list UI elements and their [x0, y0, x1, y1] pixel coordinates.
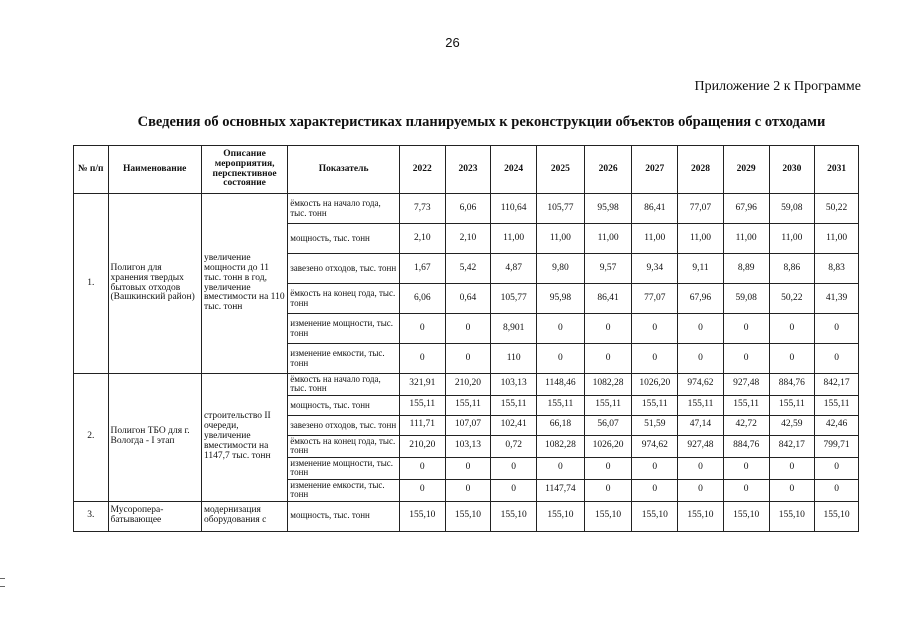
indicator-cell: ёмкость на конец года, тыс. тонн: [288, 284, 400, 314]
value-cell: 0: [445, 344, 491, 374]
objects-table: [73, 145, 859, 532]
value-cell: 11,00: [584, 224, 632, 254]
col-header-indicator: Показатель: [288, 146, 400, 194]
value-cell: 110: [491, 344, 537, 374]
value-cell: 0: [399, 457, 445, 479]
value-cell: 4,87: [491, 254, 537, 284]
value-cell: 9,11: [678, 254, 724, 284]
value-cell: 102,41: [491, 415, 537, 435]
value-cell: 0: [769, 314, 815, 344]
value-cell: 47,14: [678, 415, 724, 435]
value-cell: 0: [723, 457, 769, 479]
value-cell: 0: [445, 457, 491, 479]
value-cell: 927,48: [678, 435, 724, 457]
value-cell: 884,76: [769, 374, 815, 396]
value-cell: 0: [537, 314, 585, 344]
value-cell: 155,11: [537, 395, 585, 415]
value-cell: 155,10: [537, 501, 585, 531]
col-header-year: 2028: [678, 146, 724, 194]
edge-mark: [0, 578, 5, 579]
value-cell: 1082,28: [584, 374, 632, 396]
indicator-cell: мощность, тыс. тонн: [288, 395, 400, 415]
value-cell: 42,72: [723, 415, 769, 435]
indicator-cell: изменение мощности, тыс. тонн: [288, 457, 400, 479]
value-cell: 50,22: [769, 284, 815, 314]
value-cell: 105,77: [537, 194, 585, 224]
value-cell: 0: [723, 479, 769, 501]
value-cell: 155,10: [632, 501, 678, 531]
value-cell: 8,83: [815, 254, 859, 284]
col-header-desc: Описание мероприятия, перспективное состояние: [201, 146, 287, 194]
object-number: 3.: [74, 501, 109, 531]
document-title: Сведения об основных характеристиках планируемых к реконструкции объектов обращения с отходами: [137, 114, 826, 130]
value-cell: 41,39: [815, 284, 859, 314]
value-cell: 5,42: [445, 254, 491, 284]
appendix-label: Приложение 2 к Программе: [694, 79, 861, 94]
value-cell: 50,22: [815, 194, 859, 224]
value-cell: 11,00: [678, 224, 724, 254]
value-cell: 105,77: [491, 284, 537, 314]
indicator-cell: ёмкость на конец года, тыс. тонн: [288, 435, 400, 457]
value-cell: 0: [584, 314, 632, 344]
value-cell: 51,59: [632, 415, 678, 435]
value-cell: 9,80: [537, 254, 585, 284]
value-cell: 103,13: [491, 374, 537, 396]
value-cell: 884,76: [723, 435, 769, 457]
value-cell: 1148,46: [537, 374, 585, 396]
table-row: [74, 374, 859, 396]
value-cell: 155,11: [584, 395, 632, 415]
value-cell: 0: [445, 314, 491, 344]
table-row: [74, 501, 859, 531]
value-cell: 11,00: [491, 224, 537, 254]
value-cell: 59,08: [769, 194, 815, 224]
value-cell: 155,10: [584, 501, 632, 531]
col-header-year: 2027: [632, 146, 678, 194]
indicator-cell: изменение емкости, тыс. тонн: [288, 344, 400, 374]
value-cell: 0: [632, 314, 678, 344]
value-cell: 8,89: [723, 254, 769, 284]
value-cell: 0: [815, 457, 859, 479]
col-header-num: № п/п: [74, 146, 109, 194]
value-cell: 155,11: [769, 395, 815, 415]
value-cell: 321,91: [399, 374, 445, 396]
value-cell: 2,10: [399, 224, 445, 254]
col-header-year: 2029: [723, 146, 769, 194]
object-name: Мусоропера-батывающее: [108, 501, 201, 531]
value-cell: 0: [632, 479, 678, 501]
indicator-cell: изменение мощности, тыс. тонн: [288, 314, 400, 344]
value-cell: 11,00: [769, 224, 815, 254]
value-cell: 0,72: [491, 435, 537, 457]
value-cell: 9,57: [584, 254, 632, 284]
value-cell: 1082,28: [537, 435, 585, 457]
value-cell: 11,00: [723, 224, 769, 254]
indicator-cell: изменение емкости, тыс. тонн: [288, 479, 400, 501]
table-row: [74, 194, 859, 224]
value-cell: 155,10: [399, 501, 445, 531]
value-cell: 0: [491, 479, 537, 501]
col-header-year: 2030: [769, 146, 815, 194]
value-cell: 11,00: [632, 224, 678, 254]
value-cell: 110,64: [491, 194, 537, 224]
value-cell: 0: [632, 344, 678, 374]
edge-mark: [0, 586, 5, 587]
value-cell: 95,98: [584, 194, 632, 224]
value-cell: 155,10: [815, 501, 859, 531]
value-cell: 0: [399, 344, 445, 374]
indicator-cell: мощность, тыс. тонн: [288, 501, 400, 531]
object-description: увеличение мощности до 11 тыс. тонн в год, увеличение вместимости на 110 тыс. тонн: [201, 194, 287, 374]
value-cell: 59,08: [723, 284, 769, 314]
value-cell: 0: [723, 344, 769, 374]
value-cell: 974,62: [632, 435, 678, 457]
indicator-cell: завезено отходов, тыс. тонн: [288, 415, 400, 435]
value-cell: 0: [815, 314, 859, 344]
value-cell: 1026,20: [632, 374, 678, 396]
value-cell: 7,73: [399, 194, 445, 224]
object-description: строительство II очереди, увеличение вместимости на 1147,7 тыс. тонн: [201, 374, 287, 502]
value-cell: 155,11: [632, 395, 678, 415]
object-number: 2.: [74, 374, 109, 502]
value-cell: 0: [678, 457, 724, 479]
value-cell: 42,46: [815, 415, 859, 435]
value-cell: 155,11: [678, 395, 724, 415]
value-cell: 103,13: [445, 435, 491, 457]
value-cell: 0: [584, 344, 632, 374]
value-cell: 66,18: [537, 415, 585, 435]
value-cell: 927,48: [723, 374, 769, 396]
value-cell: 0: [678, 479, 724, 501]
indicator-cell: ёмкость на начало года, тыс. тонн: [288, 194, 400, 224]
indicator-cell: ёмкость на начало года, тыс. тонн: [288, 374, 400, 396]
value-cell: 155,11: [815, 395, 859, 415]
value-cell: 155,11: [723, 395, 769, 415]
value-cell: 95,98: [537, 284, 585, 314]
value-cell: 0: [815, 344, 859, 374]
value-cell: 6,06: [399, 284, 445, 314]
value-cell: 0: [723, 314, 769, 344]
indicator-cell: мощность, тыс. тонн: [288, 224, 400, 254]
value-cell: 155,10: [769, 501, 815, 531]
value-cell: 111,71: [399, 415, 445, 435]
value-cell: 1,67: [399, 254, 445, 284]
value-cell: 67,96: [678, 284, 724, 314]
value-cell: 210,20: [445, 374, 491, 396]
value-cell: 8,86: [769, 254, 815, 284]
value-cell: 0: [769, 457, 815, 479]
value-cell: 2,10: [445, 224, 491, 254]
value-cell: 107,07: [445, 415, 491, 435]
col-header-year: 2022: [399, 146, 445, 194]
value-cell: 799,71: [815, 435, 859, 457]
value-cell: 1026,20: [584, 435, 632, 457]
value-cell: 1147,74: [537, 479, 585, 501]
value-cell: 11,00: [815, 224, 859, 254]
value-cell: 155,11: [445, 395, 491, 415]
value-cell: 155,10: [723, 501, 769, 531]
value-cell: 0: [584, 479, 632, 501]
col-header-year: 2023: [445, 146, 491, 194]
value-cell: 56,07: [584, 415, 632, 435]
value-cell: 67,96: [723, 194, 769, 224]
value-cell: 0: [769, 479, 815, 501]
col-header-year: 2031: [815, 146, 859, 194]
value-cell: 210,20: [399, 435, 445, 457]
value-cell: 8,901: [491, 314, 537, 344]
value-cell: 0: [537, 457, 585, 479]
value-cell: 0: [678, 314, 724, 344]
value-cell: 77,07: [632, 284, 678, 314]
value-cell: 842,17: [815, 374, 859, 396]
col-header-year: 2024: [491, 146, 537, 194]
value-cell: 86,41: [632, 194, 678, 224]
value-cell: 42,59: [769, 415, 815, 435]
value-cell: 0: [399, 314, 445, 344]
value-cell: 155,11: [491, 395, 537, 415]
value-cell: 6,06: [445, 194, 491, 224]
object-number: 1.: [74, 194, 109, 374]
page-number: 26: [445, 35, 460, 50]
value-cell: 86,41: [584, 284, 632, 314]
value-cell: 155,10: [445, 501, 491, 531]
value-cell: 0: [399, 479, 445, 501]
value-cell: 155,10: [491, 501, 537, 531]
table-header-row: [74, 146, 859, 194]
object-description: модернизация оборудования с: [201, 501, 287, 531]
col-header-name: Наименование: [108, 146, 201, 194]
value-cell: 0: [445, 479, 491, 501]
value-cell: 9,34: [632, 254, 678, 284]
value-cell: 0: [678, 344, 724, 374]
col-header-year: 2025: [537, 146, 585, 194]
value-cell: 77,07: [678, 194, 724, 224]
col-header-year: 2026: [584, 146, 632, 194]
value-cell: 155,11: [399, 395, 445, 415]
value-cell: 0: [491, 457, 537, 479]
value-cell: 0: [815, 479, 859, 501]
value-cell: 842,17: [769, 435, 815, 457]
value-cell: 155,10: [678, 501, 724, 531]
object-name: Полигон ТБО для г. Вологда - I этап: [108, 374, 201, 502]
object-name: Полигон для хранения твердых бытовых отходов (Вашкинский район): [108, 194, 201, 374]
value-cell: 0: [584, 457, 632, 479]
value-cell: 0,64: [445, 284, 491, 314]
value-cell: 0: [632, 457, 678, 479]
indicator-cell: завезено отходов, тыс. тонн: [288, 254, 400, 284]
value-cell: 974,62: [678, 374, 724, 396]
value-cell: 0: [769, 344, 815, 374]
value-cell: 11,00: [537, 224, 585, 254]
value-cell: 0: [537, 344, 585, 374]
